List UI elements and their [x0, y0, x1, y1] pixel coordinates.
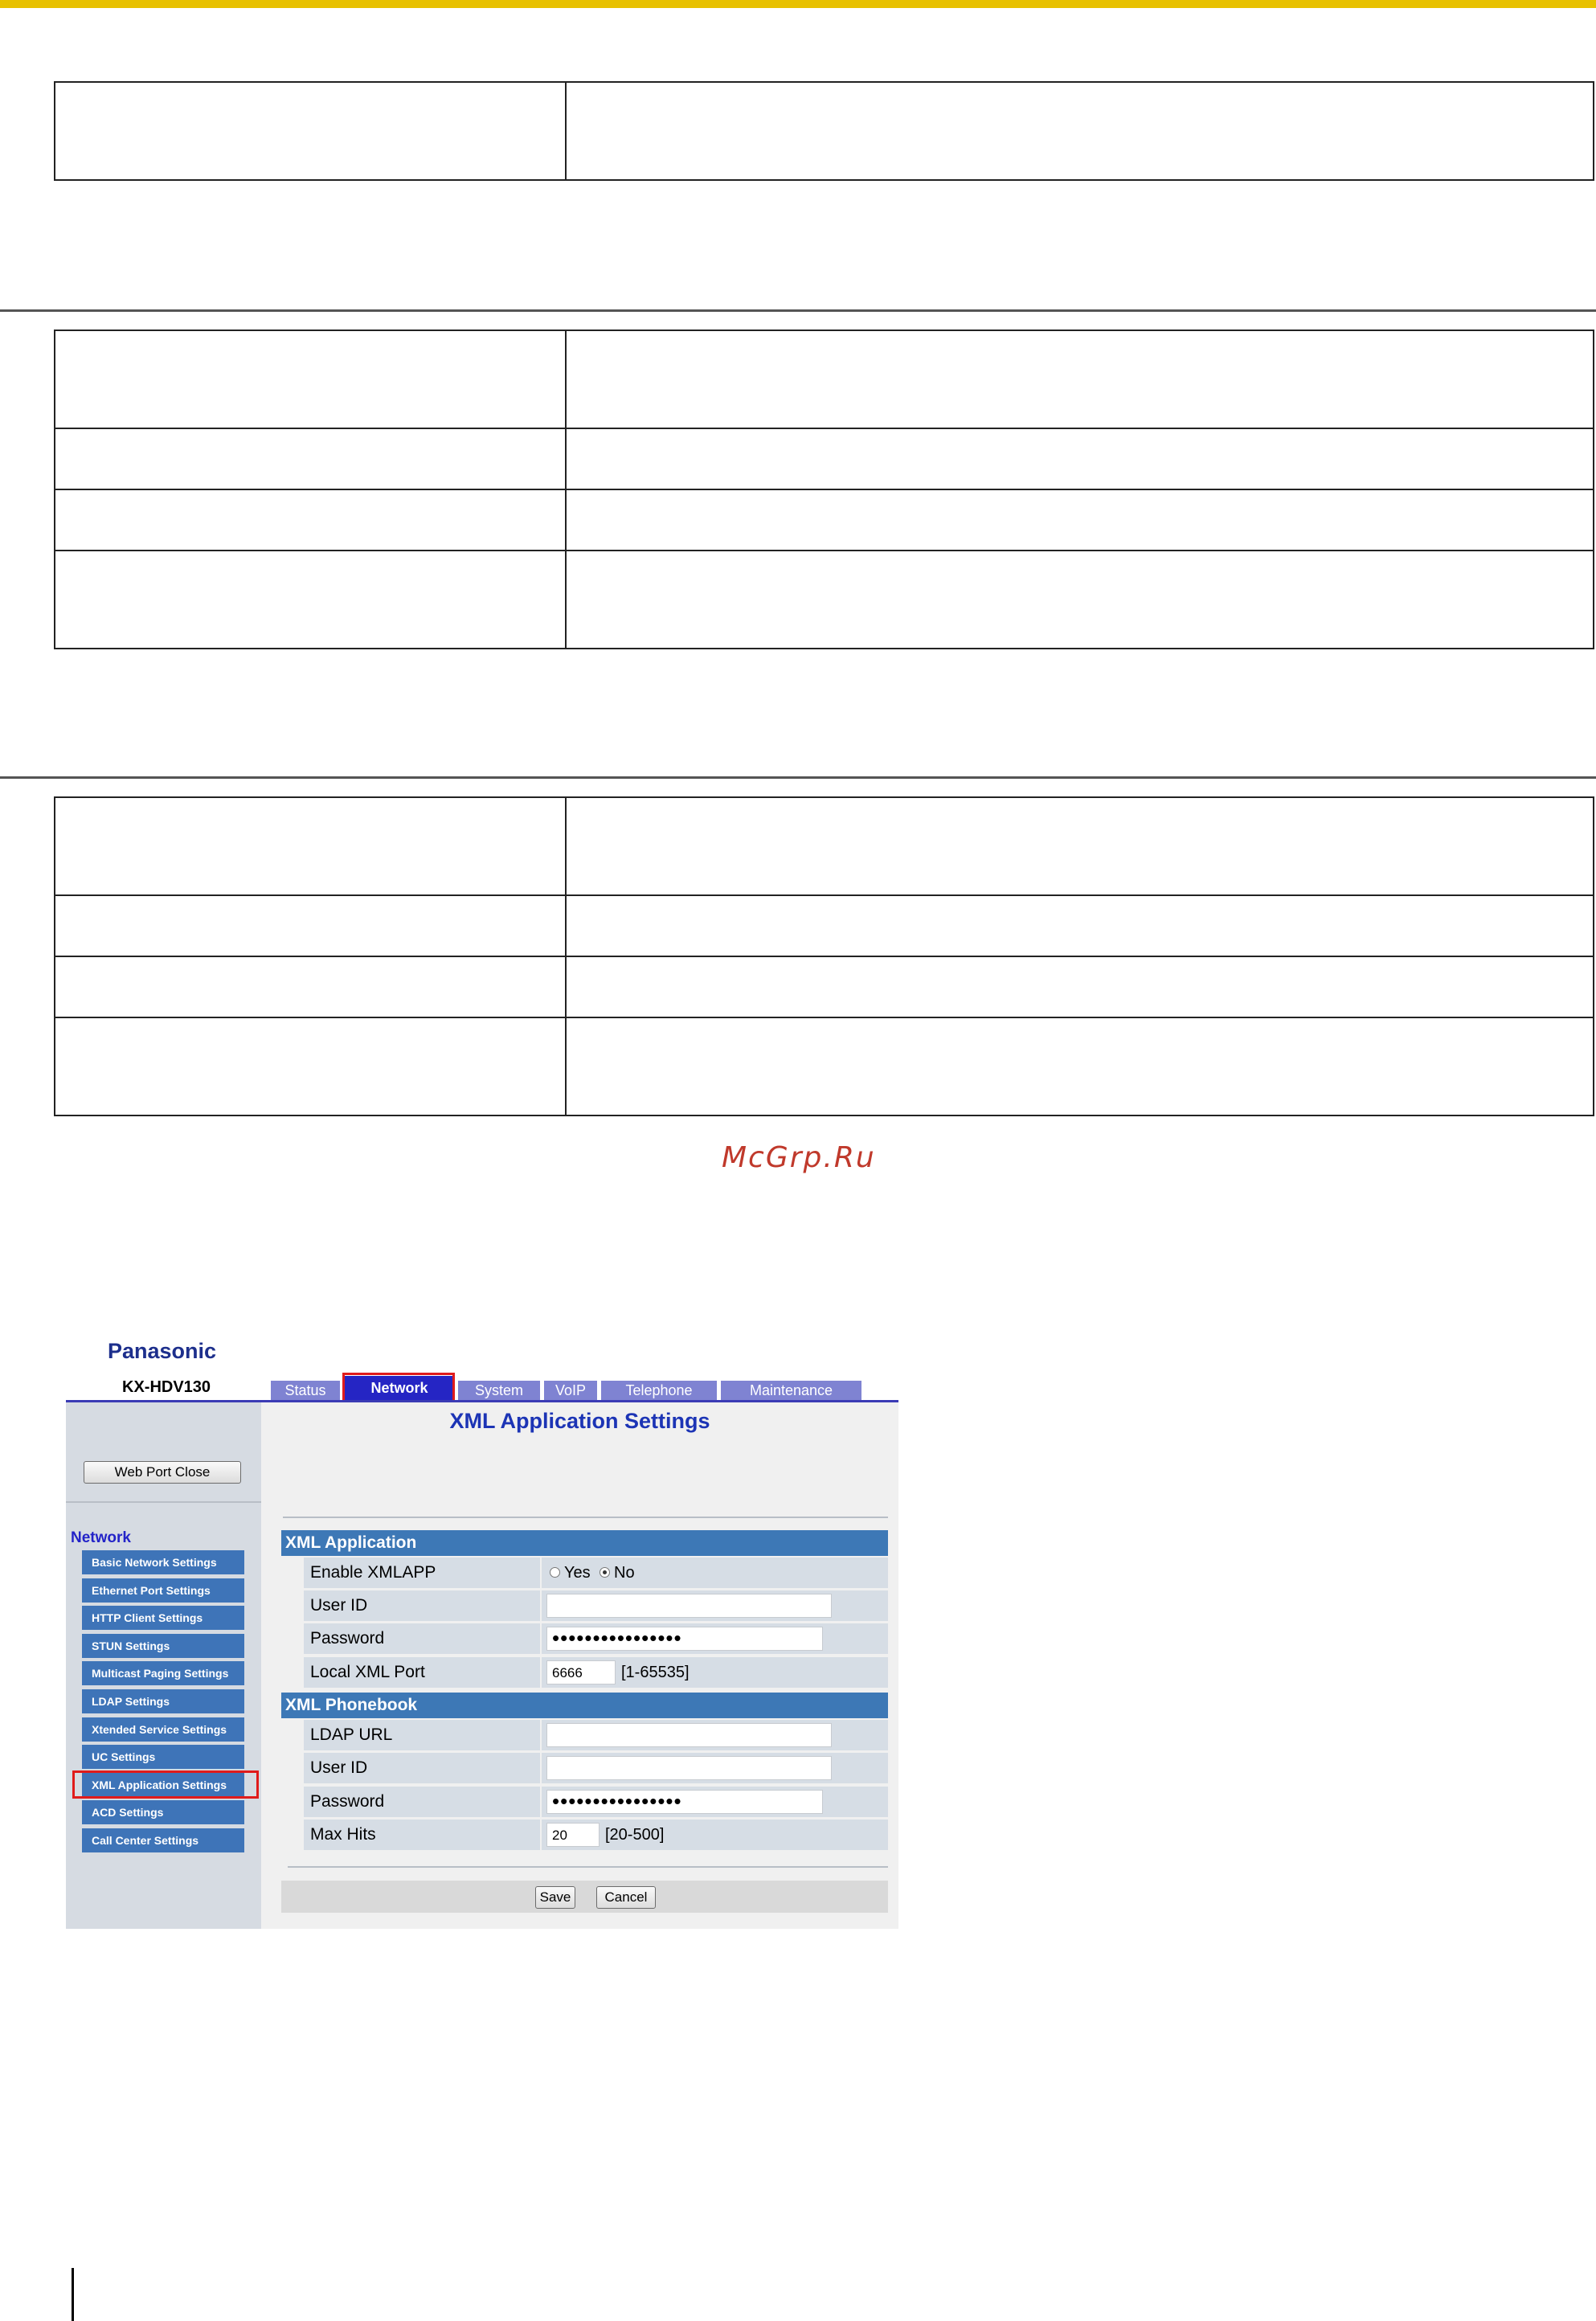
password-row — [542, 1623, 888, 1654]
xmlapp-user-id-input[interactable] — [546, 1594, 832, 1618]
user-id-label: User ID — [304, 1590, 540, 1621]
local-xml-port-input[interactable] — [546, 1660, 616, 1684]
password-label: Password — [304, 1623, 540, 1654]
table-cell — [566, 428, 1594, 489]
phonebook-password-input[interactable] — [546, 1790, 823, 1814]
table-cell — [55, 797, 566, 895]
local-xml-port-range: [1-65535] — [621, 1664, 690, 1681]
max-hits-value: 20 — [552, 1828, 567, 1843]
table-cell — [566, 895, 1594, 956]
menu-stun-settings[interactable]: STUN Settings — [82, 1634, 244, 1658]
table-cell — [55, 895, 566, 956]
table-cell — [55, 428, 566, 489]
nav-section-heading: Network — [71, 1529, 131, 1546]
tab-voip[interactable]: VoIP — [544, 1381, 597, 1400]
phonebook-password-mask: •••••••••••••••• — [552, 1789, 682, 1813]
section-divider — [0, 309, 1596, 312]
web-ui-screenshot — [66, 1334, 898, 1929]
menu-xtended-service-settings[interactable]: Xtended Service Settings — [82, 1717, 244, 1742]
table-cell — [566, 797, 1594, 895]
menu-ldap-settings[interactable]: LDAP Settings — [82, 1689, 244, 1713]
max-hits-range: [20-500] — [605, 1826, 665, 1844]
web-port-close-button[interactable]: Web Port Close — [84, 1461, 241, 1484]
xmlapp-password-input[interactable] — [546, 1627, 823, 1651]
menu-xml-application-settings[interactable]: XML Application Settings — [82, 1773, 244, 1797]
table-cell — [55, 551, 566, 649]
local-xml-port-label: Local XML Port — [304, 1657, 540, 1688]
phonebook-password-row — [542, 1787, 888, 1817]
local-xml-port-row — [542, 1657, 888, 1688]
cancel-button[interactable]: Cancel — [596, 1886, 656, 1909]
phonebook-user-id-label: User ID — [304, 1753, 540, 1783]
title-divider — [283, 1517, 888, 1518]
ldap-url-row — [542, 1720, 888, 1750]
enable-xmlapp-row — [542, 1558, 888, 1588]
tab-maintenance[interactable]: Maintenance — [721, 1381, 861, 1400]
table-cell — [566, 1017, 1594, 1115]
menu-uc-settings[interactable]: UC Settings — [82, 1745, 244, 1769]
header-accent-bar — [0, 0, 1596, 8]
watermark-text: McGrp.Ru — [722, 1141, 876, 1174]
phonebook-user-id-row — [542, 1753, 888, 1783]
margin-line — [72, 2268, 74, 2321]
tab-network[interactable]: Network — [345, 1376, 454, 1400]
table-cell — [55, 956, 566, 1017]
menu-ethernet-port-settings[interactable]: Ethernet Port Settings — [82, 1578, 244, 1603]
table-cell — [55, 330, 566, 428]
form-bottom-divider — [288, 1866, 888, 1868]
radio-yes-label: Yes — [564, 1564, 591, 1582]
ldap-url-label: LDAP URL — [304, 1720, 540, 1750]
table-cell — [566, 551, 1594, 649]
table-cell — [566, 330, 1594, 428]
spec-table-2 — [54, 330, 1594, 649]
active-menu-highlight — [72, 1770, 259, 1799]
menu-call-center-settings[interactable]: Call Center Settings — [82, 1828, 244, 1852]
max-hits-row — [542, 1820, 888, 1850]
active-tab-highlight — [342, 1373, 455, 1402]
model-name: KX-HDV130 — [122, 1378, 211, 1396]
xmlapp-password-mask: •••••••••••••••• — [552, 1626, 682, 1650]
spec-table-1 — [54, 81, 1594, 181]
enable-xmlapp-label: Enable XMLAPP — [304, 1558, 540, 1588]
max-hits-label: Max Hits — [304, 1820, 540, 1850]
xml-phonebook-heading: XML Phonebook — [281, 1693, 888, 1718]
max-hits-input[interactable] — [546, 1823, 600, 1847]
menu-acd-settings[interactable]: ACD Settings — [82, 1800, 244, 1824]
brand-logo: Panasonic — [108, 1339, 217, 1363]
radio-no-label: No — [614, 1564, 635, 1582]
table-cell — [55, 1017, 566, 1115]
spec-table-3 — [54, 796, 1594, 1116]
menu-http-client-settings[interactable]: HTTP Client Settings — [82, 1606, 244, 1630]
table-cell — [566, 489, 1594, 551]
save-button[interactable]: Save — [535, 1886, 575, 1909]
phonebook-user-id-input[interactable] — [546, 1756, 832, 1780]
section-divider — [0, 776, 1596, 779]
table-cell — [55, 82, 566, 180]
tab-system[interactable]: System — [458, 1381, 540, 1400]
form-footer-bar — [281, 1881, 888, 1913]
table-cell — [55, 489, 566, 551]
phonebook-password-label: Password — [304, 1787, 540, 1817]
user-id-row — [542, 1590, 888, 1621]
page-title: XML Application Settings — [449, 1409, 710, 1433]
local-xml-port-value: 6666 — [552, 1665, 583, 1680]
xml-application-heading: XML Application — [281, 1530, 888, 1556]
left-divider — [66, 1501, 261, 1503]
menu-multicast-paging-settings[interactable]: Multicast Paging Settings — [82, 1661, 244, 1685]
tab-telephone[interactable]: Telephone — [601, 1381, 717, 1400]
table-cell — [566, 956, 1594, 1017]
ldap-url-input[interactable] — [546, 1723, 832, 1747]
table-cell — [566, 82, 1594, 180]
tab-status[interactable]: Status — [271, 1381, 340, 1400]
menu-basic-network-settings[interactable]: Basic Network Settings — [82, 1550, 244, 1574]
